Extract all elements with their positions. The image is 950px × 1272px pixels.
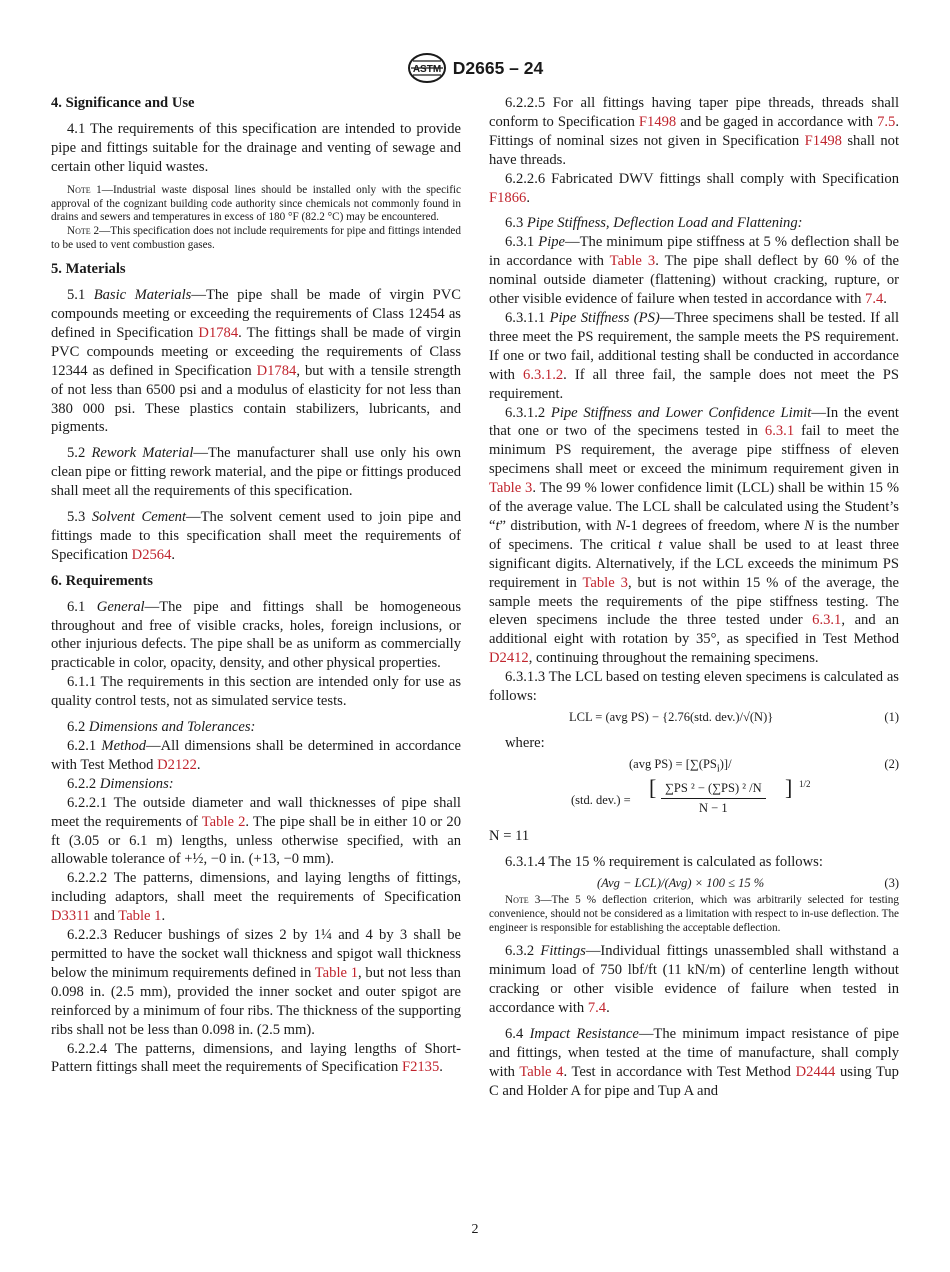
right-column [489, 94, 899, 1101]
paragraph: 6.3.1.4 The 15 % requirement is calculated as follows: [505, 853, 823, 870]
note: Note 2—This specification does not include requirements for pipe and fittings intended to be used to vent combustion gases. [51, 225, 461, 252]
ref-link[interactable]: Table 1 [118, 908, 162, 925]
equation-3: (Avg − LCL)/(Avg) × 100 ≤ 15 % (3) [597, 875, 899, 890]
paragraph: 6.2.1 Method—All dimensions shall be determined in accordance with Test Method D2122. [51, 738, 461, 773]
ref-link[interactable]: F1866 [489, 189, 527, 206]
paragraph: 6.2.2.5 For all fittings having taper pipe threads, threads shall conform to Specification F1498 and be gaged in accordance with 7.5. Fittings of nominal sizes not given in Specification F1498 shall not have threads. [489, 95, 899, 168]
paragraph: 6.1 General—The pipe and fittings shall be homogeneous throughout and free of visible cracks, holes, foreign inclusions, or other injurious defects. The pipe shall be as uniform as commercially practicable in color, opacity, density, and other physical properties. [51, 598, 462, 672]
paragraph: 6.2.2.4 The patterns, dimensions, and laying lengths of Short-Pattern fittings shall meet the requirements of Specification F2135. [51, 1040, 461, 1076]
paragraph: 6.3.1.3 The LCL based on testing eleven specimens is calculated as follows: [489, 669, 899, 705]
equation-1: LCL = (avg PS) − {2.76(std. dev.)/√(N)} (1) [569, 710, 899, 724]
paragraph: 6.1.1 The requirements in this section are intended only for use as quality control tests, not as simulated service tests. [51, 674, 461, 710]
note: Note 1—Industrial waste disposal lines should be installed only with the specific approval of the cognizant building code authority since chemicals not commonly found in drains and sewers and temperatures in excess of 180 °F (82.2 °C) may be encountered. [51, 183, 461, 224]
paragraph: 5.3 Solvent Cement—The solvent cement used to join pipe and fittings made to this specification shall meet the requirements of Specification D2564. [51, 509, 462, 563]
ref-link[interactable]: D2122 [157, 756, 197, 773]
ref-link[interactable]: Table 2 [201, 813, 246, 830]
ref-link[interactable]: 7.5 [877, 113, 896, 130]
ref-link[interactable]: D2444 [795, 1063, 836, 1080]
paragraph: 5.2 Rework Material—The manufacturer shall use only his own clean pipe or fitting rework material, and the pipe or fittings produced shall meet all the requirements of this specification. [51, 445, 461, 500]
paragraph: 6.2.2 Dimensions: [67, 775, 174, 792]
ref-link[interactable]: Table 1 [314, 964, 359, 981]
paragraph: 6.3.2 Fittings—Individual fittings unassembled shall withstand a minimum load of 750 lbf/ft (11 kN/m) of centerline length without cracking or other visible evidence of failure when tested in accordance with 7.4. [489, 943, 899, 1017]
paragraph: N = 11 [489, 827, 530, 844]
equation-2: (avg $PS) = [\sum(PS_i)]/$ (2) [629, 756, 899, 775]
ref-link[interactable]: 6.3.1.2 [523, 366, 564, 383]
ref-link[interactable]: 6.3.1 [764, 423, 795, 440]
left-column [51, 94, 461, 1077]
section-heading: 5. Materials [51, 261, 126, 278]
equation-std-dev: (std. dev.) = [ $\frac{\text{∑PS ² − (∑PS) ² /N}}{N - 1}$ ] 1/2 [571, 774, 811, 815]
paragraph: where: [505, 735, 545, 751]
paragraph: 6.3.1.1 Pipe Stiffness (PS)—Three specimens shall be tested. If all three meet the PS requirement, the sample meets the PS requirement. If one or two fail, additional testing shall be conducted in accordance with 6.3.1.2. If all three fail, the sample does not meet the PS requirement. [489, 309, 900, 402]
ref-link[interactable]: D3311 [51, 908, 91, 925]
ref-link[interactable]: Table 4 [519, 1063, 564, 1080]
ref-link[interactable]: D2412 [489, 650, 529, 667]
ref-link[interactable]: F1498 [638, 113, 677, 130]
ref-link[interactable]: D2564 [131, 546, 172, 563]
designation: D2665 – 24 [452, 57, 544, 78]
ref-link[interactable]: 6.3.1 [812, 612, 842, 629]
section-heading: 6. Requirements [51, 572, 153, 589]
ref-link[interactable]: D1784 [198, 324, 239, 341]
paragraph: 4.1 The requirements of this specification are intended to provide pipe and fittings suitable for the drainage and venting of sewage and certain other liquid wastes. [51, 120, 461, 175]
paragraph: 6.3.1.2 Pipe Stiffness and Lower Confidence Limit—In the event that one or two of the specimens tested in 6.3.1 fail to meet the minimum PS requirement, the average pipe stiffness of eleven specimens shall meet or exceed the minimum requirement given in Table 3. The 99 % lower confidence limit (LCL) shall be within 15 % of the average value. The LCL shall be calculated using the Student’s “t” distribution, with N-1 degrees of freedom, where N is the number of specimens. The critical t value shall be used to at least three significant digits. Alternatively, if the LCL exceeds the minimum PS requirement in Table 3, but is not within 15 % of the average, the sample meets the requirements of the pipe stiffness testing. The eleven specimens include the three tested under 6.3.1, and an additional eight with rotation by 35°, as specified in Test Method D2412, continuing throughout the remaining specimens. [489, 404, 899, 667]
paragraph: 6.2 Dimensions and Tolerances: [67, 719, 256, 736]
svg-text:ASTM: ASTM [412, 64, 441, 75]
section-heading: 4. Significance and Use [51, 95, 195, 111]
paragraph: 6.3 Pipe Stiffness, Deflection Load and Flattening: [505, 215, 803, 232]
ref-link[interactable]: 7.4 [865, 291, 884, 308]
paragraph: 6.2.2.2 The patterns, dimensions, and laying lengths of fittings, including adaptors, shall meet the requirements of Specification D3311 and Table 1. [51, 870, 461, 925]
paragraph: 6.2.2.3 Reducer bushings of sizes 2 by 1¼ and 4 by 3 shall be permitted to have the socket wall thickness and spigot wall thickness below the minimum requirements defined in Table 1, but not less than 0.098 in. (2.5 mm), provided the inner socket and outer spigot are reinforced by a minimum of four ribs. The thickness of the supporting ribs shall not be less than 0.098 in. (2.5 mm). [51, 927, 461, 1038]
ref-link[interactable]: F1498 [804, 132, 842, 149]
ref-link[interactable]: Table 3 [582, 574, 628, 591]
note: Note 3—The 5 % deflection criterion, which was arbitrarily selected for testing convenience, should not be considered as a limitation with respect to in-use deflection. The engineer is responsible for establishing the acceptable deflection. [489, 893, 899, 934]
ref-link[interactable]: Table 3 [489, 480, 533, 497]
paragraph: 6.2.2.6 Fabricated DWV fittings shall comply with Specification F1866. [489, 170, 899, 206]
ref-link[interactable]: F2135 [401, 1059, 440, 1076]
astm-logo-icon [407, 52, 447, 84]
ref-link[interactable]: 7.4 [587, 1000, 607, 1017]
page-header [0, 52, 950, 86]
paragraph: 6.4 Impact Resistance—The minimum impact resistance of pipe and fittings, when tested at the time of manufacture, shall comply with Table 4. Test in accordance with Test Method D2444 using Tup C and Holder A for pipe and Tup A and [489, 1026, 899, 1099]
page-number: 2 [471, 1222, 479, 1237]
ref-link[interactable]: D1784 [256, 362, 297, 379]
paragraph: 5.1 Basic Materials—The pipe shall be made of virgin PVC compounds meeting or exceeding the requirements of Class 12454 as defined in Specification D1784. The fittings shall be made of virgin PVC compounds meeting or exceeding the requirements of Class 12344 as defined in Specification D1784, but with a tensile strength of not less than 6500 psi and a modulus of elasticity for not less than 380 000 psi. These plastics contain stabilizers, lubricants, and pigments. [51, 287, 462, 436]
paragraph: 6.2.2.1 The outside diameter and wall thicknesses of pipe shall meet the requirements of Table 2. The pipe shall be in either 10 or 20 ft (3.05 or 6.1 m) lengths, unless otherwise specified, with an allowable tolerance of +½, −0 in. (+13, −0 mm). [51, 794, 461, 868]
ref-link[interactable]: Table 3 [609, 253, 656, 270]
paragraph: 6.3.1 Pipe—The minimum pipe stiffness at 5 % deflection shall be in accordance with Table 3. The pipe shall deflect by 60 % of the nominal outside diameter (flattening) without cracking, rupture, or other visible evidence of failure when tested in accordance with 7.4. [489, 234, 900, 308]
